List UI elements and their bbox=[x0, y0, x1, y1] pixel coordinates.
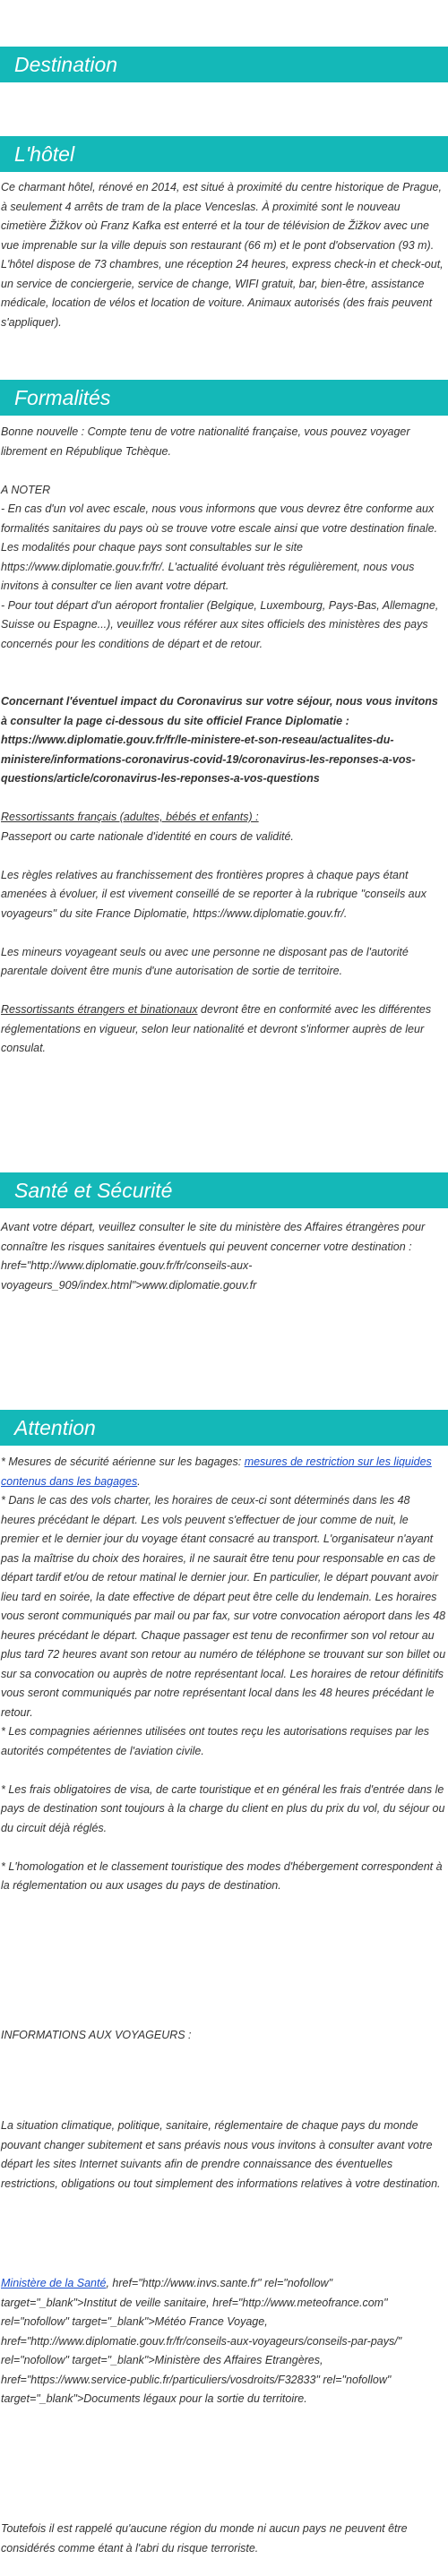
sante-body: Avant votre départ, veuillez consulter le site du ministère des Affaires étrangères pour connaître les risques sanitaires éventuels qui peuvent concerner votre destination : href="http://www.diplomatie.gouv.fr/fr/conseils-aux-voyageurs_909/index.html">www.diplomatie.gouv.fr bbox=[1, 1221, 426, 1292]
frais-text: * Les frais obligatoires de visa, de carte touristique et en général les frais d'entrée dans le pays de destination sont toujours à la charge du client en plus du prix du vol, du séjour ou du circuit déjà réglés. bbox=[1, 1782, 445, 1834]
formalites-intro: Bonne nouvelle : Compte tenu de votre nationalité française, vous pouvez voyager librement en République Tchèque. bbox=[1, 425, 410, 458]
section-title-hotel: L'hôtel bbox=[0, 136, 448, 172]
formalites-section bbox=[0, 423, 448, 1059]
final-section bbox=[0, 2520, 448, 2558]
liquides-restriction-link[interactable]: mesures de restriction sur les liquides contenus dans les bagages bbox=[1, 1455, 432, 1488]
bagages-text bbox=[1, 1453, 447, 1491]
terrorisme-text: Toutefois il est rappelé qu'aucune région du monde ni aucun pays ne peuvent être considérés comme étant à l'abri du risque terroriste. bbox=[1, 2522, 408, 2555]
note-line: Les modalités pour chaque pays sont consultables sur le site https://www.diplomatie.gouv.fr/fr/. L'actualité évoluant très régulièrement, nous vous invitons à consulter ce lien avant votre départ. bbox=[1, 541, 415, 592]
section-title-formalites: Formalités bbox=[0, 380, 448, 416]
mineurs-text: Les mineurs voyageant seuls ou avec une personne ne disposant pas de l'autorité parentale doivent être munis d'une autorisation de sortie de territoire. bbox=[1, 945, 409, 977]
attention-section bbox=[0, 1453, 448, 1896]
bagages-prefix: * Mesures de sécurité aérienne sur les bagages: bbox=[1, 1455, 245, 1468]
note-title: A NOTER bbox=[1, 483, 51, 496]
note-line: - En cas d'un vol avec escale, nous vous informons que vous devrez être conforme aux formalités sanitaires du pays où se trouve votre escale ainsi que votre destination finale. bbox=[1, 502, 438, 535]
ressortissants-title: Ressortissants français (adultes, bébés et enfants) : bbox=[1, 811, 259, 823]
sante-section bbox=[0, 1218, 448, 1295]
ressortissants-body: Passeport ou carte nationale d'identité en cours de validité. bbox=[1, 829, 294, 843]
info-body-section bbox=[0, 2117, 448, 2194]
hotel-description: Ce charmant hôtel, rénové en 2014, est situé à proximité du centre historique de Prague, à seulement 4 arrêts de tram de la place Venceslas. À proximité sont le nouveau cimetière Žižkov où Franz Kafka est enterré et la tour de télévision de Žižkov avec une vue imprenable sur la ville depuis son restaurant (66 m) et le pont d'observation (93 m). L'hôtel dispose de 73 chambres, une réception 24 heures, express check-in et check-out, un service de conciergerie, service de change, WIFI gratuit, bar, bien-être, assistance médicale, location de vélos et location de voiture. Animaux autorisés (des frais peuvent s'appliquer). bbox=[1, 181, 444, 329]
info-voyageurs-title: INFORMATIONS AUX VOYAGEURS : bbox=[1, 2029, 192, 2041]
note-line: - Pour tout départ d'un aéroport frontalier (Belgique, Luxembourg, Pays-Bas, Allemagne, Suisse ou Espagne...), veuillez vous référer aux sites officiels des ministères des pays concernés pour les conditions de départ et de retour. bbox=[1, 598, 439, 650]
covid-notice: Concernant l'éventuel impact du Coronavirus sur votre séjour, nous vous invitons à consulter la page ci-dessous du site officiel France Diplomatie : https://www.diplomatie.gouv.fr/fr/le-ministere-et-son-reseau/actualites-du-ministere/informations-coronavirus-covid-19/coronavirus-les-reponses-a-vos-questions/article/coronavirus-les-reponses-a-vos-questions bbox=[1, 695, 438, 785]
section-title-attention: Attention bbox=[0, 1410, 448, 1446]
info-voyageurs-body: La situation climatique, politique, sanitaire, réglementaire de chaque pays du monde pouvant changer subitement et sans préavis nous vous invitons à consulter avant votre départ les sites Internet suivants afin de prendre connaissance des éventuelles restrictions, obligations ou tout simplement des informations relatives à votre destination. bbox=[1, 2119, 441, 2190]
frontieres-text: Les règles relatives au franchissement des frontières propres à chaque pays étant amenées à évoluer, il est vivement conseillé de se reporter à la rubrique "conseils aux voyageurs" du site France Diplomatie, https://www.diplomatie.gouv.fr/. bbox=[1, 868, 426, 920]
hotel-section bbox=[0, 178, 448, 332]
homologation-text: * L'homologation et le classement touristique des modes d'hébergement correspondent à la réglementation ou aux usages du pays de destination. bbox=[1, 1859, 443, 1892]
charter-text: * Dans le cas des vols charter, les horaires de ceux-ci sont déterminés dans les 48 heures précédant le départ. Les vols peuvent s'effectuer de jour comme de nuit, le premier et le dernier jour du voyage étant consacré au transport. L'organisateur n'ayant pas la maîtrise du choix des horaires, il ne saurait être tenu pour responsable en cas de départ tardif et/ou de retour matinal le dernier jour. En particulier, le départ pouvant avoir lieu tard en soirée, la date effective de départ peut être celle du lendemain. Les horaires vous seront communiqués par mail ou par fax, sur votre convocation aéroport dans les 48 heures précédant le départ. Chaque passager est tenu de reconfirmer son vol retour au plus tard 72 heures avant son retour au numéro de téléphone se trouvant sur son billet ou sur sa convocation ou auprès de notre représentant local. Les horaires de retour définitifs vous seront communiqués par notre représentant local dans les 48 heures précédant le retour. bbox=[1, 1494, 446, 1719]
section-title-destination: Destination bbox=[0, 47, 448, 82]
compagnies-text: * Les compagnies aériennes utilisées ont toutes reçu les autorisations requises par les autorités compétentes de l'aviation civile. bbox=[1, 1725, 430, 1757]
links-section bbox=[0, 2274, 448, 2409]
etrangers-title: Ressortissants étrangers et binationaux bbox=[1, 1003, 198, 1016]
links-rest: , href="http://www.invs.sante.fr" rel="nofollow" target="_blank">Institut de veille sanitaire, href="http://www.meteofrance.com" rel="nofollow" target="_blank">Météo France Voyage, href="http://www.diplomatie.gouv.fr/fr/conseils-aux-voyageurs/conseils-par-pays/" rel="nofollow" target="_blank">Ministère des Affaires Etrangères, href="https://www.service-public.fr/particuliers/vosdroits/F32833" rel="nofollow" target="_blank">Documents légaux pour la sortie du territoire. bbox=[1, 2277, 402, 2405]
section-title-sante: Santé et Sécurité bbox=[0, 1172, 448, 1208]
ministere-sante-link[interactable]: Ministère de la Santé bbox=[1, 2277, 107, 2289]
info-voyageurs-section bbox=[0, 2026, 448, 2046]
links-text bbox=[1, 2274, 447, 2409]
bagages-suffix: . bbox=[137, 1474, 141, 1488]
etrangers-text bbox=[1, 1000, 447, 1059]
etrangers-body: devront être en conformité avec les différentes réglementations en vigueur, selon leur nationalité et devront s'informer auprès de leur consulat. bbox=[1, 1003, 432, 1054]
